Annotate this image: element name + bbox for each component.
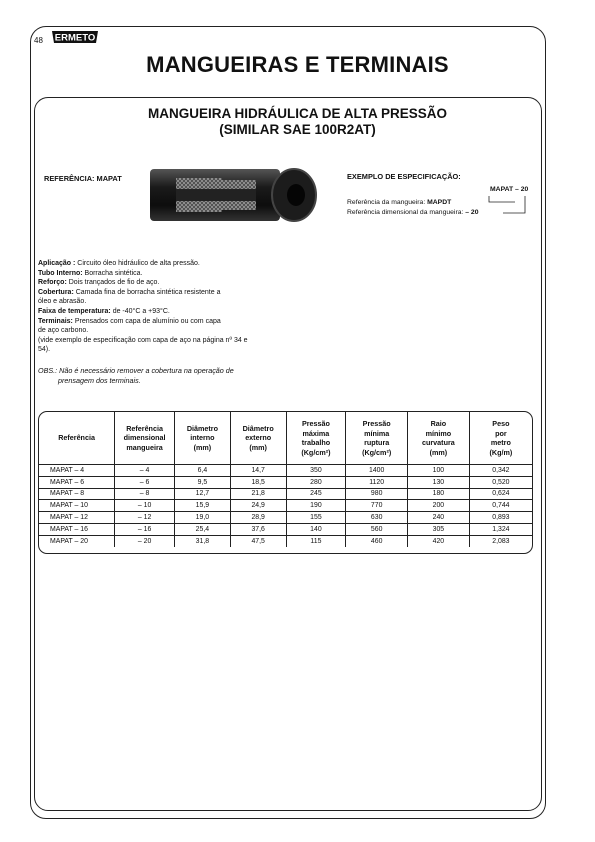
- obs-line1: OBS.: Não é necessário remover a cobertura na operação de: [38, 366, 234, 375]
- table-cell: 28,9: [230, 512, 286, 524]
- table-cell: 980: [346, 488, 408, 500]
- column-header-line: máxima: [302, 428, 330, 438]
- table-cell: MAPAT – 20: [39, 535, 115, 546]
- table-row: [39, 500, 532, 512]
- column-header-line: trabalho: [301, 438, 331, 447]
- table-cell: 190: [286, 500, 346, 512]
- table-cell: 420: [408, 535, 470, 546]
- table-cell: MAPAT – 12: [39, 512, 115, 524]
- page-number: 48: [34, 36, 43, 45]
- column-header-line: Referência: [58, 433, 95, 443]
- table-cell: 200: [408, 500, 470, 512]
- column-header: [286, 412, 346, 465]
- label-terminais: Terminais:: [38, 317, 73, 325]
- column-header-line: mangueira: [126, 442, 163, 452]
- table-row: [39, 476, 532, 488]
- table-cell: 19,0: [175, 512, 231, 524]
- table-cell: 0,342: [469, 465, 532, 477]
- text-tubo: Borracha sintética.: [82, 269, 143, 277]
- spec-code: MAPAT – 20: [490, 186, 529, 193]
- column-header: [408, 412, 470, 465]
- column-header-line: Referência: [126, 423, 163, 433]
- column-header-line: metro: [490, 438, 511, 447]
- obs-line2: prensagem dos terminais.: [58, 375, 141, 385]
- table-cell: 155: [286, 512, 346, 524]
- table-cell: 18,5: [230, 476, 286, 488]
- column-header-line: ruptura: [364, 438, 390, 447]
- column-header: [115, 412, 175, 465]
- specs-table-container: [38, 411, 533, 554]
- table-cell: 140: [286, 523, 346, 535]
- table-cell: 350: [286, 465, 346, 477]
- text-terminais: Prensados com capa de alumínio ou com capa: [72, 317, 221, 325]
- table-cell: – 20: [115, 535, 175, 546]
- table-cell: 770: [346, 500, 408, 512]
- reference-label: REFERÊNCIA: MAPAT: [44, 174, 122, 183]
- table-cell: 1400: [346, 465, 408, 477]
- table-cell: 15,9: [175, 500, 231, 512]
- table-row: [39, 465, 532, 477]
- table-cell: 21,8: [230, 488, 286, 500]
- table-cell: 0,744: [469, 500, 532, 512]
- column-header-line: curvatura: [422, 438, 455, 447]
- table-cell: 37,6: [230, 523, 286, 535]
- column-header: [230, 412, 286, 465]
- column-header-line: interno: [190, 433, 215, 443]
- table-cell: 0,624: [469, 488, 532, 500]
- table-cell: 12,7: [175, 488, 231, 500]
- table-cell: 0,893: [469, 512, 532, 524]
- table-row: [39, 488, 532, 500]
- table-row: [39, 535, 532, 546]
- spec-connector-lines: [347, 172, 547, 222]
- note-line2: 54).: [38, 346, 51, 354]
- table-cell: 1,324: [469, 523, 532, 535]
- label-reforco: Reforço:: [38, 279, 67, 287]
- table-cell: 6,4: [175, 465, 231, 477]
- column-header-line: por: [495, 428, 507, 438]
- table-cell: MAPAT – 6: [39, 476, 115, 488]
- text-cobertura: Camada fina de borracha sintética resistente a: [73, 288, 221, 296]
- spec-line2-value: – 20: [465, 209, 479, 216]
- text-terminais-cont: de aço carbono.: [38, 327, 89, 335]
- column-header-line: Peso: [492, 419, 510, 428]
- table-cell: – 6: [115, 476, 175, 488]
- column-header-line: Pressão: [362, 419, 391, 428]
- table-cell: 0,520: [469, 476, 532, 488]
- specs-table: [39, 412, 532, 547]
- table-cell: 115: [286, 535, 346, 546]
- table-cell: MAPAT – 16: [39, 523, 115, 535]
- table-cell: – 12: [115, 512, 175, 524]
- column-header: [346, 412, 408, 465]
- table-cell: 14,7: [230, 465, 286, 477]
- column-header-line: Diâmetro: [242, 423, 274, 433]
- note-line1: (vide exemplo de especificação com capa de aço na página nº 34 e: [38, 336, 248, 344]
- table-body: [39, 465, 532, 547]
- column-header-line: Pressão: [301, 419, 330, 428]
- section-title: MANGUEIRA HIDRÁULICA DE ALTA PRESSÃO: [148, 106, 447, 121]
- spec-line1-text: Referência da mangueira:: [347, 199, 428, 206]
- table-cell: 245: [286, 488, 346, 500]
- hose-description: [38, 259, 288, 355]
- table-cell: – 4: [115, 465, 175, 477]
- table-cell: 460: [346, 535, 408, 546]
- page-title: MANGUEIRAS E TERMINAIS: [146, 52, 449, 77]
- table-cell: 31,8: [175, 535, 231, 546]
- column-header-line: (mm): [193, 442, 212, 452]
- table-cell: – 10: [115, 500, 175, 512]
- spec-line2-text: Referência dimensional da mangueira:: [347, 209, 466, 216]
- table-cell: MAPAT – 4: [39, 465, 115, 477]
- column-header-line: externo: [245, 433, 272, 443]
- table-cell: 130: [408, 476, 470, 488]
- table-cell: MAPAT – 8: [39, 488, 115, 500]
- column-header-line: mínima: [364, 428, 390, 438]
- column-header-line: (mm): [429, 447, 448, 457]
- column-header-line: (mm): [249, 442, 267, 452]
- table-cell: 630: [346, 512, 408, 524]
- table-row: [39, 523, 532, 535]
- text-faixa: de -40°C a +93°C.: [110, 307, 170, 315]
- text-cobertura-cont: óleo e abrasão.: [38, 298, 87, 306]
- table-cell: 1120: [346, 476, 408, 488]
- label-faixa: Faixa de temperatura:: [38, 307, 111, 315]
- table-cell: 180: [408, 488, 470, 500]
- table-cell: 280: [286, 476, 346, 488]
- text-reforco: Dois trançados de fio de aço.: [66, 279, 160, 287]
- label-tubo: Tubo Interno:: [38, 269, 83, 277]
- observation-note: [38, 366, 298, 385]
- table-cell: – 8: [115, 488, 175, 500]
- column-header-line: (Kg/m): [489, 447, 513, 457]
- hose-illustration: [150, 167, 318, 223]
- table-cell: 47,5: [230, 535, 286, 546]
- table-cell: 24,9: [230, 500, 286, 512]
- column-header-line: (Kg/cm²): [301, 447, 331, 457]
- column-header-line: (Kg/cm²): [362, 447, 392, 457]
- column-header-line: Raio: [430, 419, 447, 428]
- table-cell: MAPAT – 10: [39, 500, 115, 512]
- column-header-line: dimensional: [123, 433, 166, 443]
- table-cell: 100: [408, 465, 470, 477]
- table-cell: 560: [346, 523, 408, 535]
- table-row: [39, 512, 532, 524]
- column-header: [469, 412, 532, 465]
- table-cell: 25,4: [175, 523, 231, 535]
- label-aplicacao: Aplicação :: [38, 260, 76, 267]
- table-cell: 240: [408, 512, 470, 524]
- column-header-line: Diâmetro: [186, 423, 218, 433]
- label-cobertura: Cobertura:: [38, 288, 74, 296]
- table-cell: 2,083: [492, 537, 510, 545]
- section-subtitle: (SIMILAR SAE 100R2AT): [219, 122, 376, 137]
- spec-title: EXEMPLO DE ESPECIFICAÇÃO:: [347, 172, 461, 181]
- table-cell: 9,5: [175, 476, 231, 488]
- table-header-row: [39, 412, 532, 465]
- column-header-line: mínimo: [425, 428, 452, 438]
- table-cell: – 16: [115, 523, 175, 535]
- column-header: [39, 412, 115, 465]
- spec-line1-value: MAPDT: [427, 199, 452, 206]
- column-header: [175, 412, 231, 465]
- logo-text: ERMETO: [54, 32, 96, 44]
- text-aplicacao: Circuito óleo hidráulico de alta pressão.: [75, 260, 200, 267]
- table-cell: 305: [408, 523, 470, 535]
